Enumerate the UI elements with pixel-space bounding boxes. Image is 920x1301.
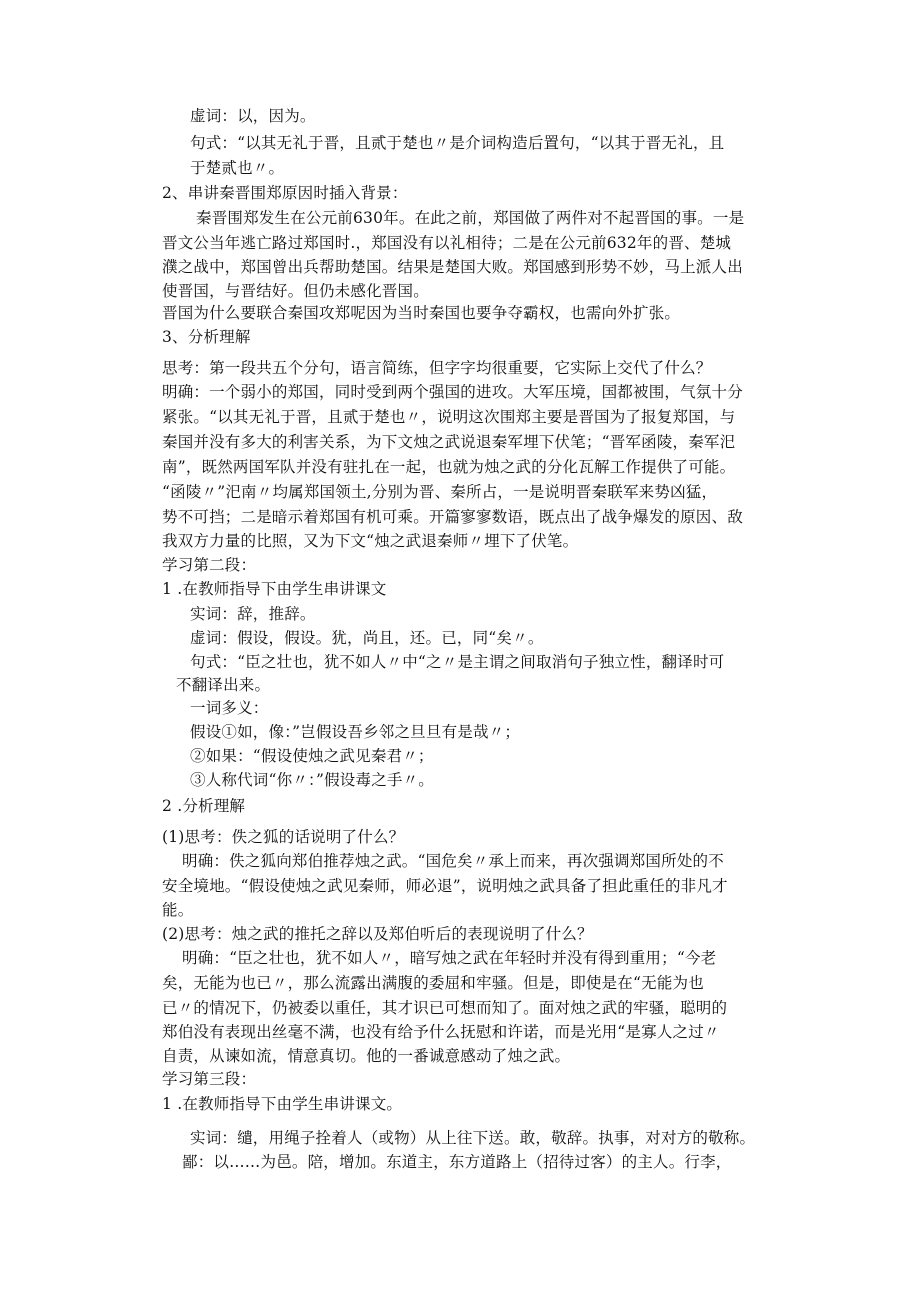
text-line: 秦晋围郑发生在公元前630年。在此之前，郑国做了两件对不起晋国的事。一是 [196, 209, 745, 227]
text-line: 明确：“臣之壮也，犹不如人〃，暗写烛之武在年轻时并没有得到重用；“今老 [182, 949, 717, 967]
section-heading: 学习第三段： [162, 1070, 257, 1088]
text-line: 句式：“臣之壮也，犹不如人〃中“之〃是主谓之间取消句子独立性，翻译时可 [190, 653, 725, 671]
text-line: 安全境地。“假设使烛之武见秦师，师必退”，说明烛之武具备了担此重任的非凡才 [162, 877, 728, 895]
text-line: 明确：佚之狐向郑伯推荐烛之武。“国危矣〃承上而来，再次强调郑国所处的不 [182, 852, 724, 870]
text-line: 鄙：以……为邑。陪，增加。东道主，东方道路上（招待过客）的主人。行李， [182, 1153, 732, 1171]
text-line: 濮之战中，郑国曾出兵帮助楚国。结果是楚国大败。郑国感到形势不妙，马上派人出 [162, 258, 743, 276]
text-line: 于楚贰也〃。 [190, 159, 285, 177]
text-line: 1 .在教师指导下由学生串讲课文。 [162, 1095, 403, 1113]
text-line: ②如果：“假设使烛之武见秦君〃； [190, 747, 434, 765]
text-line: (1)思考：佚之狐的话说明了什么？ [162, 828, 405, 846]
text-line: 明确：一个弱小的郑国，同时受到两个强国的进攻。大军压境，国都被围，气氛十分 [162, 383, 743, 401]
text-line: 我双方力量的比照，又为下文“烛之武退秦师〃埋下了伏笔。 [162, 532, 579, 550]
text-line: 虚词：以，因为。 [190, 107, 316, 125]
text-line: 已〃的情况下，仍被委以重任，其才识已可想而知了。面对烛之武的牢骚，聪明的 [162, 999, 728, 1017]
text-line: 矣，无能为也已〃，那么流露出满腹的委屈和牢骚。但是，即使是在“无能为也 [162, 974, 704, 992]
text-line: “函陵〃”汜南〃均属郑国领土,分别为晋、秦所占，一是说明晋秦联军来势凶猛， [162, 483, 718, 501]
text-line: 势不可挡；二是暗示着郑国有机可乘。开篇寥寥数语，既点出了战争爆发的原因、敌 [162, 508, 743, 526]
text-line: 虚词：假设，假设。犹，尚且，还。已，同“矣〃。 [190, 629, 544, 647]
text-line: 南”，既然两国军队并没有驻扎在一起，也就为烛之武的分化瓦解工作提供了可能。 [162, 458, 736, 476]
text-line: 晋文公当年逃亡路过郑国时.，郑国没有以礼相待；二是在公元前632年的晋、楚城 [162, 234, 732, 252]
text-line: 能。 [162, 901, 194, 919]
text-line: 假设①如，像：”岂假设吾乡邻之旦旦有是哉〃； [190, 723, 521, 741]
text-line: 实词：辞，推辞。 [190, 605, 316, 623]
text-line: 不翻译出来。 [176, 676, 271, 694]
text-line: 紧张。“以其无礼于晋，且贰于楚也〃，说明这次围郑主要是晋国为了报复郑国，与 [162, 408, 736, 426]
text-line: 一词多义： [190, 699, 269, 717]
text-line: 思考：第一段共五个分句，语言简练，但字字均很重要，它实际上交代了什么？ [162, 359, 712, 377]
text-line: 晋国为什么要联合秦国攻郑呢因为当时秦国也要争夺霸权，也需向外扩张。 [162, 304, 681, 322]
text-line: (2)思考：烛之武的推托之辞以及郑伯听后的表现说明了什么？ [162, 925, 593, 943]
text-line: ③人称代词“你〃：”假设毒之手〃。 [190, 771, 434, 789]
text-line: 秦国并没有多大的利害关系，为下文烛之武说退秦军埋下伏笔；“晋军函陵，秦军汜 [162, 433, 736, 451]
text-line: 实词：缱，用绳子拴着人（或物）从上往下送。敢，敬辞。执事，对对方的敬称。 [190, 1129, 756, 1147]
text-line: 自责，从谏如流，情意真切。他的一番诚意感动了烛之武。 [162, 1047, 571, 1065]
section-heading: 2、串讲秦晋围郑原因时插入背景： [162, 184, 408, 202]
text-line: 使晋国，与晋结好。但仍未感化晋国。 [162, 282, 429, 300]
text-line: 1 .在教师指导下由学生串讲课文 [162, 580, 387, 598]
section-heading: 学习第二段： [162, 556, 257, 574]
text-line: 2 .分析理解 [162, 797, 246, 815]
text-line: 郑伯没有表现出丝毫不满，也没有给予什么抚慰和许诺，而是光用“是寡人之过〃 [162, 1023, 720, 1041]
text-line: 句式：“以其无礼于晋，且贰于楚也〃是介词构造后置句，“以其于晋无礼，且 [190, 134, 725, 152]
section-heading: 3、分析理解 [162, 328, 251, 346]
